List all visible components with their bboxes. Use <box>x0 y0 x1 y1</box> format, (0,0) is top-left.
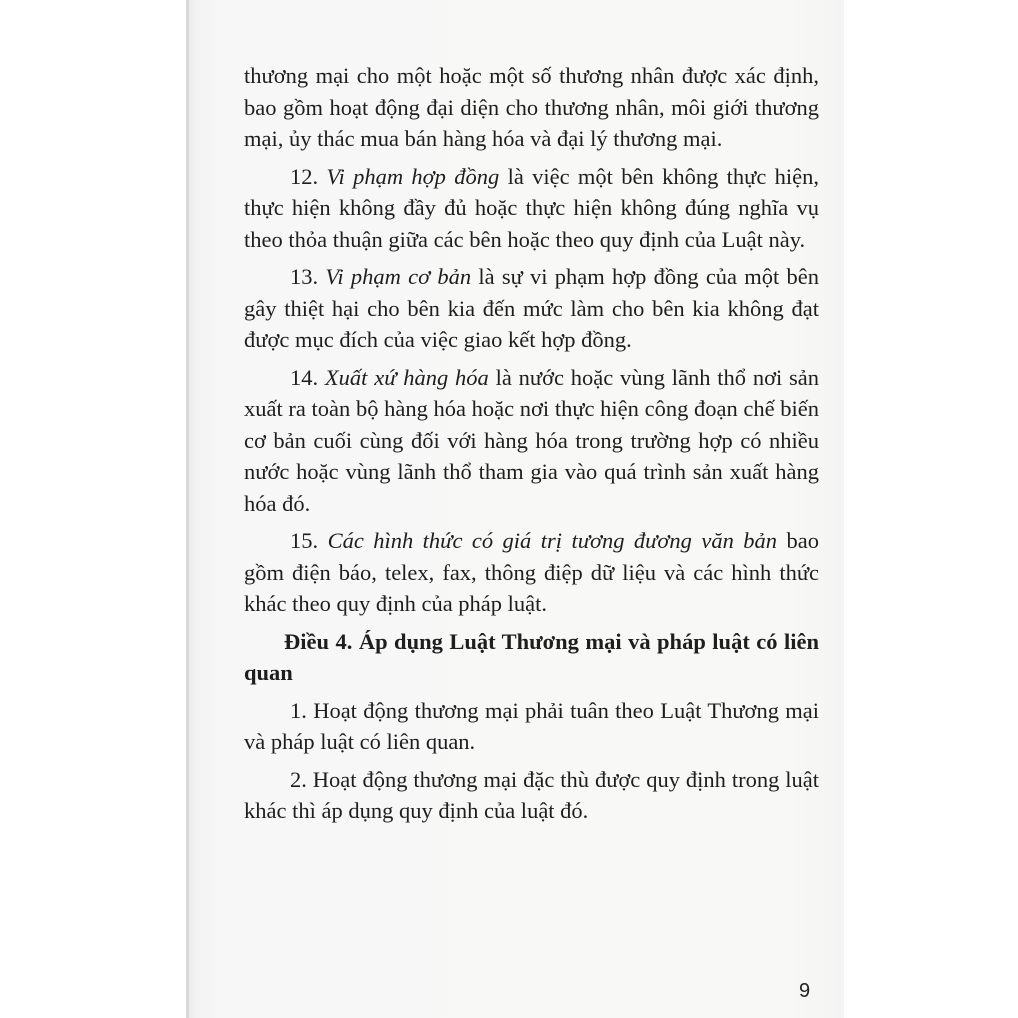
page-number: 9 <box>799 980 811 1002</box>
definition-item-14 <box>244 362 819 520</box>
item-definition: là sự vi phạm hợp đồng của một bên gây thiệt hại cho bên kia đến mức làm cho bên kia không đạt được mục đích của việc giao kết hợp đồng. <box>244 264 819 352</box>
page-body-text <box>244 60 819 833</box>
continuation-paragraph: thương mại cho một hoặc một số thương nhân được xác định, bao gồm hoạt động đại diện cho thương nhân, môi giới thương mại, ủy thác mua bán hàng hóa và đại lý thương mại. <box>244 63 819 151</box>
article-clause-1: 1. Hoạt động thương mại phải tuân theo Luật Thương mại và pháp luật có liên quan. <box>244 697 819 754</box>
item-number: 15. <box>290 528 319 553</box>
definition-item-15 <box>244 525 819 620</box>
item-definition: là nước hoặc vùng lãnh thổ nơi sản xuất ra toàn bộ hàng hóa hoặc nơi thực hiện công đoạn chế biến cơ bản cuối cùng đối với hàng hóa trong trường hợp có nhiều nước hoặc vùng lãnh thổ tham gia vào quá trình sản xuất hàng hóa đó. <box>244 364 820 516</box>
article-heading: Điều 4. Áp dụng Luật Thương mại và pháp luật có liên quan <box>244 628 819 685</box>
item-definition: là việc một bên không thực hiện, thực hiện không đầy đủ hoặc thực hiện không đúng nghĩa vụ theo thỏa thuận giữa các bên hoặc theo quy định của Luật này. <box>244 163 820 252</box>
item-number: 13. <box>290 264 319 289</box>
item-definition: bao gồm điện báo, telex, fax, thông điệp dữ liệu và các hình thức khác theo quy định của pháp luật. <box>244 528 819 616</box>
defined-term: Vi phạm hợp đồng <box>326 163 500 189</box>
definition-item-13 <box>244 261 819 356</box>
article-clause-2: 2. Hoạt động thương mại đặc thù được quy định trong luật khác thì áp dụng quy định của luật đó. <box>244 766 819 823</box>
item-number: 14. <box>290 364 319 390</box>
defined-term: Vi phạm cơ bản <box>325 264 472 289</box>
defined-term: Xuất xứ hàng hóa <box>324 364 489 390</box>
page-gutter-edge <box>186 0 189 1018</box>
defined-term: Các hình thức có giá trị tương đương văn bản <box>327 528 778 553</box>
definition-item-12 <box>244 161 819 256</box>
item-number: 12. <box>290 163 319 189</box>
